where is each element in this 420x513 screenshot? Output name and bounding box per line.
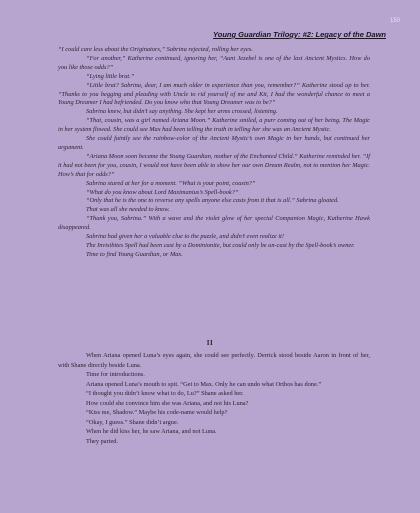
- paragraph: “For another,” Katherine continued, ignoring her, “Aunt Jezebel is one of the last Ancient Mystics. How do you like those odds?”: [58, 54, 370, 71]
- paragraph: When he did kiss her, he saw Ariana, and not Luna.: [86, 428, 217, 436]
- section-one-text: [58, 46, 370, 260]
- paragraph: Ariana opened Luna’s mouth to spit. “Get to Max. Only he can undo what Orthos has done.”: [86, 380, 322, 388]
- page-number: 150: [389, 18, 400, 24]
- paragraph: Sabrina had given her a valuable clue to the puzzle, and didn’t even realize it!: [86, 233, 284, 241]
- paragraph: “Thank you, Sabrina.” With a wave and the violet glow of her special Companion Magic, Katherine Hawk disappeared.: [58, 215, 370, 232]
- section-two-text: [58, 351, 370, 446]
- paragraph: “Ariana Moon soon became the Young Guardian, mother of the Enchanted Child.” Katherine reminded her. “If it had not been for you, cousin, I would not have been able to show her our own Dream Realm, not to mention her Magic. How’s that for odds?”: [58, 152, 370, 178]
- paragraph: “Okay, I guess.” Shane didn’t argue.: [86, 418, 179, 426]
- paragraph: Time for introductions.: [86, 371, 145, 379]
- section-break-numeral: II: [206, 339, 214, 347]
- paragraph: Time to find Young Guardian, or Max.: [86, 250, 183, 258]
- paragraph: That was all she needed to know.: [86, 206, 170, 214]
- paragraph: “I thought you didn’t know what to do, Lu?” Shane asked her.: [86, 390, 244, 398]
- paragraph: “What do you know about Lord Maximanius’s Spell-book?”: [86, 188, 239, 196]
- paragraph: Sabrina stared at her for a moment. “What is your point, cousin?”: [86, 179, 256, 187]
- paragraph: “Little brat? Sabrina, dear, I am much older in experience than you, remember?” Katherine stood up to her. “Thanks to you begging and pleading with Uncle to rid yourself of me and Kit, I had the wonderful chance to meet a Young Dreamer I had befriended. Do you know who that Young Dreamer was to be?”: [58, 81, 370, 107]
- paragraph: “Kiss me, Shadow.” Maybe his code-name would help?: [86, 409, 228, 417]
- running-header-title: Young Guardian Trilogy: #2: Legacy of the Dawn: [213, 30, 386, 39]
- paragraph: “That, cousin, was a girl named Ariana Moon.” Katherine smiled, a purr coming out of her being. The Magic in her system flowed. She could see Max had been telling the truth in telling her she was an Ancient Mystic.: [58, 117, 370, 134]
- paragraph: “I could care less about the Originators,” Sabrina rejected, rolling her eyes.: [58, 46, 253, 53]
- paragraph: The Invisibites Spell had been cast by a Dominionite, but could only be un-cast by the Spell-book’s owner.: [86, 241, 355, 249]
- paragraph: She could faintly see the rainbow-color of the Ancient Mystic’s own Magic in her hands, but continued her argument.: [58, 135, 370, 151]
- paragraph: “Lying little brat.”: [86, 72, 135, 80]
- paragraph: How could she convince him she was Ariana, and not his Luna?: [86, 399, 249, 407]
- paragraph: When Ariana opened Luna’s eyes again, she could see perfectly. Derrick stood beside Aaron in front of her, with Shane directly beside Luna.: [58, 352, 370, 369]
- paragraph: “Only that he is the one to reverse any spells anyone else casts from it that is all.” Sabrina gloated.: [86, 197, 339, 205]
- paragraph: Sabrina knew, but didn’t say anything. She kept her arms crossed, listening.: [86, 108, 278, 116]
- paragraph: They parted.: [86, 437, 119, 445]
